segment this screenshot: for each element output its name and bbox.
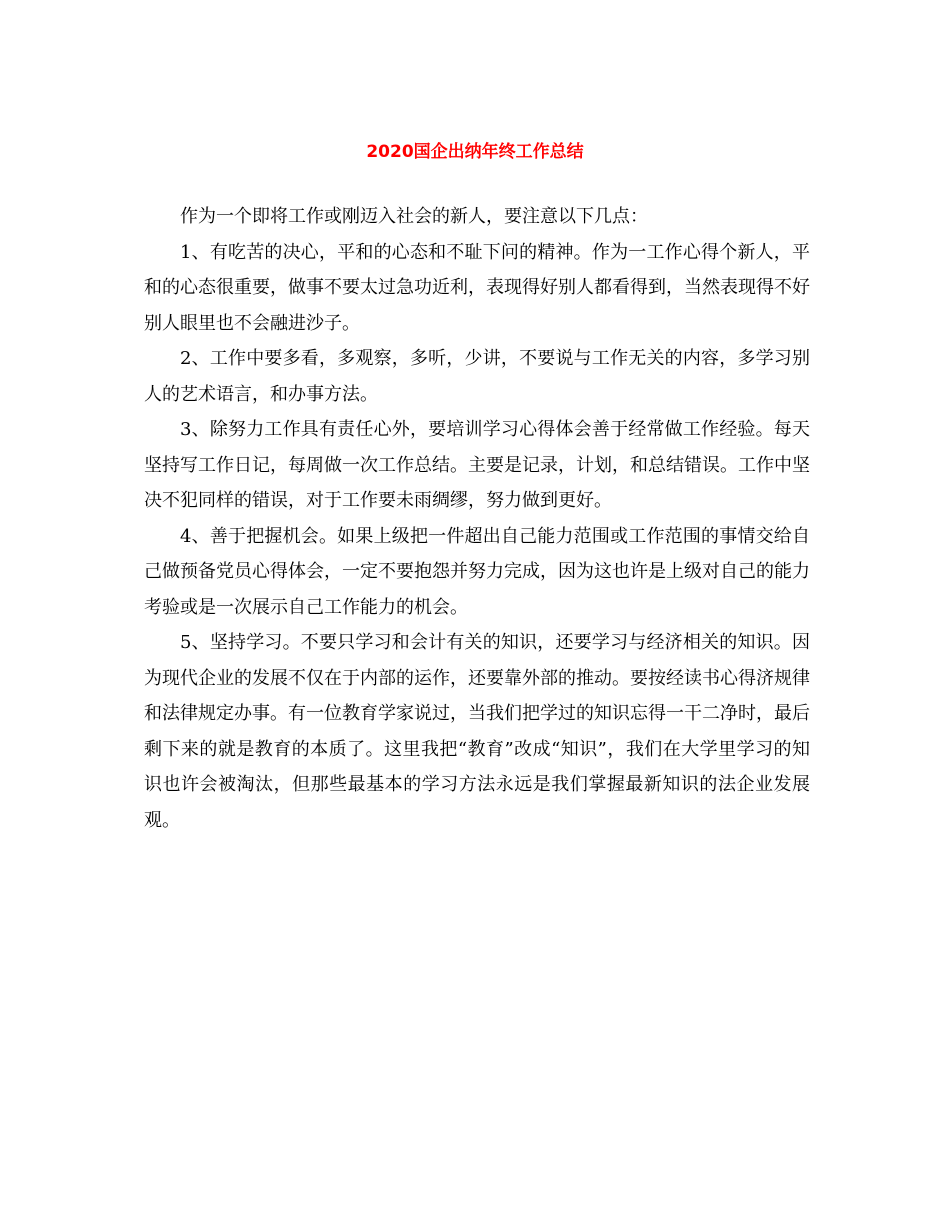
paragraph-intro: 作为一个即将工作或刚迈入社会的新人，要注意以下几点： [180, 206, 648, 227]
document-title: 2020国企出纳年终工作总结 [366, 142, 584, 162]
paragraph-point-3: 3、除努力工作具有责任心外，要培训学习心得体会善于经常做工作经验。每天坚持写工作日记，每周做一次工作总结。主要是记录，计划，和总结错误。工作中坚决不犯同样的错误，对于工作要未雨绸缪，努力做到更好。 [144, 419, 810, 511]
paragraph-point-2: 2、工作中要多看，多观察，多听，少讲，不要说与工作无关的内容，多学习别人的艺术语言，和办事方法。 [144, 348, 810, 405]
document-body [144, 199, 810, 838]
paragraph-point-4: 4、善于把握机会。如果上级把一件超出自己能力范围或工作范围的事情交给自己做预备党员心得体会，一定不要抱怨并努力完成，因为这也许是上级对自己的能力考验或是一次展示自己工作能力的机会。 [144, 525, 810, 618]
paragraph-point-1: 1、有吃苦的决心，平和的心态和不耻下问的精神。作为一工作心得个新人，平和的心态很重要，做事不要太过急功近利，表现得好别人都看得到，当然表现得不好别人眼里也不会融进沙子。 [144, 241, 810, 334]
paragraph-point-5: 5、坚持学习。不要只学习和会计有关的知识，还要学习与经济相关的知识。因为现代企业的发展不仅在于内部的运作，还要靠外部的推动。要按经读书心得济规律和法律规定办事。有一位教育学家说过，当我们把学过的知识忘得一干二净时，最后剩下来的就是教育的本质了。这里我把“教育”改成“知识”，我们在大学里学习的知识也许会被淘汰，但那些最基本的学习方法永远是我们掌握最新知识的法企业发展观。 [144, 632, 810, 831]
